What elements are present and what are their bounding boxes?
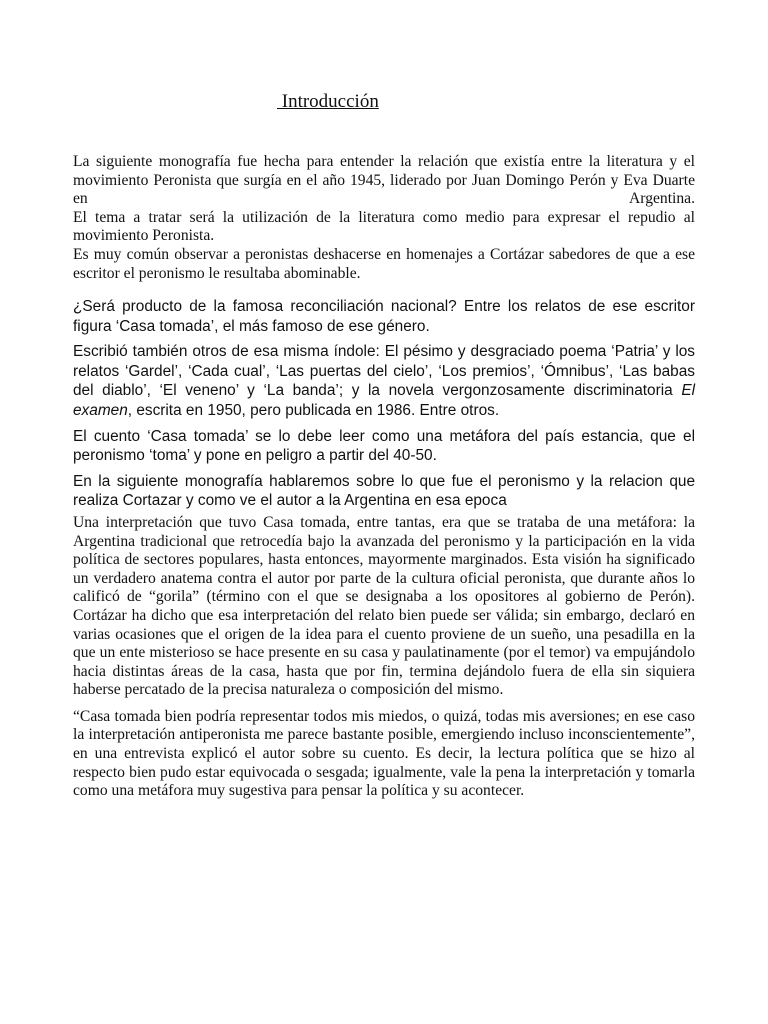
paragraph-monografia: En la siguiente monografía hablaremos sobre lo que fue el peronismo y la relacion que realiza Cortazar y como ve el autor a la Argentina en esa epoca [73,472,695,510]
paragraph-casa-tomada: El cuento ‘Casa tomada’ se lo debe leer como una metáfora del país estancia, que el peronismo ‘toma’ y pone en peligro a partir del 40-50. [73,427,695,465]
paragraph-otros-relatos-text: Escribió también otros de esa misma índole: El pésimo y desgraciado poema ‘Patria’ y los relatos ‘Gardel’, ‘Cada cual’, ‘Las puertas del cielo’, ‘Los premios’, ‘Ómnibus’, ‘Las babas del diablo’, ‘El veneno’ y ‘La banda’; y la novela vergonzosamente discriminatoria [73,343,695,400]
paragraph-otros-relatos-end: , escrita en 1950, pero publicada en 1986. Entre otros. [127,401,500,419]
intro-paragraph-3: Es muy común observar a peronistas deshacerse en homenajes a Cortázar sabedores de que a ese escritor el peronismo le resultaba abominable. [73,245,695,282]
paragraph-reconciliacion: ¿Será producto de la famosa reconciliación nacional? Entre los relatos de ese escritor figura ‘Casa tomada’, el más famoso de ese género. [73,298,695,335]
paragraph-interpretacion: Una interpretación que tuvo Casa tomada, entre tantas, era que se trataba de una metáfora: la Argentina tradicional que retrocedía bajo la avanzada del peronismo y la participación en la vida política de sectores populares, hasta entonces, mayormente marginados. Esta visión ha significado un verdadero anatema contra el autor por parte de la cultura oficial peronista, que durante años lo calificó de “gorila” (término con el que se designaba a los opositores al gobierno de Perón). Cortázar ha dicho que esa interpretación del relato bien puede ser válida; sin embargo, declaró en varias ocasiones que el origen de la idea para el cuento proviene de un sueño, una pesadilla en la que un ente misterioso se hace presente en su casa y paulatinamente (por el temor) va empujándolo hacia distintas áreas de la casa, hasta que por fin, termina dejándolo fuera de ella sin siquiera haberse percatado de la precisa naturaleza o composición del mismo. [73,513,695,699]
page-title: Introducción [277,91,379,112]
intro-block [73,153,695,283]
intro-paragraph-2: El tema a tratar será la utilización de la literatura como medio para expresar el repudio al movimiento Peronista. [73,208,695,245]
book-title-el-examen: El examen [73,382,695,419]
intro-paragraph-1: La siguiente monografía fue hecha para entender la relación que existía entre la literatura y el movimiento Peronista que surgía en el año 1945, liderado por Juan Domingo Perón y Eva Duarte en Argentina. [73,153,695,208]
paragraph-otros-relatos [73,342,695,420]
body-block [73,297,695,801]
paragraph-cita-entrevista: “Casa tomada bien podría representar todos mis miedos, o quizá, todas mis aversiones; en ese caso la interpretación antiperonista me parece bastante posible, emergiendo incluso inconscientemente”, en una entrevista explicó el autor sobre su cuento. Es decir, la lectura política que se hizo al respecto bien pudo estar equivocada o sesgada; igualmente, vale la pena la interpretación y tomarla como una metáfora muy sugestiva para pensar la política y su acontecer. [73,707,695,800]
